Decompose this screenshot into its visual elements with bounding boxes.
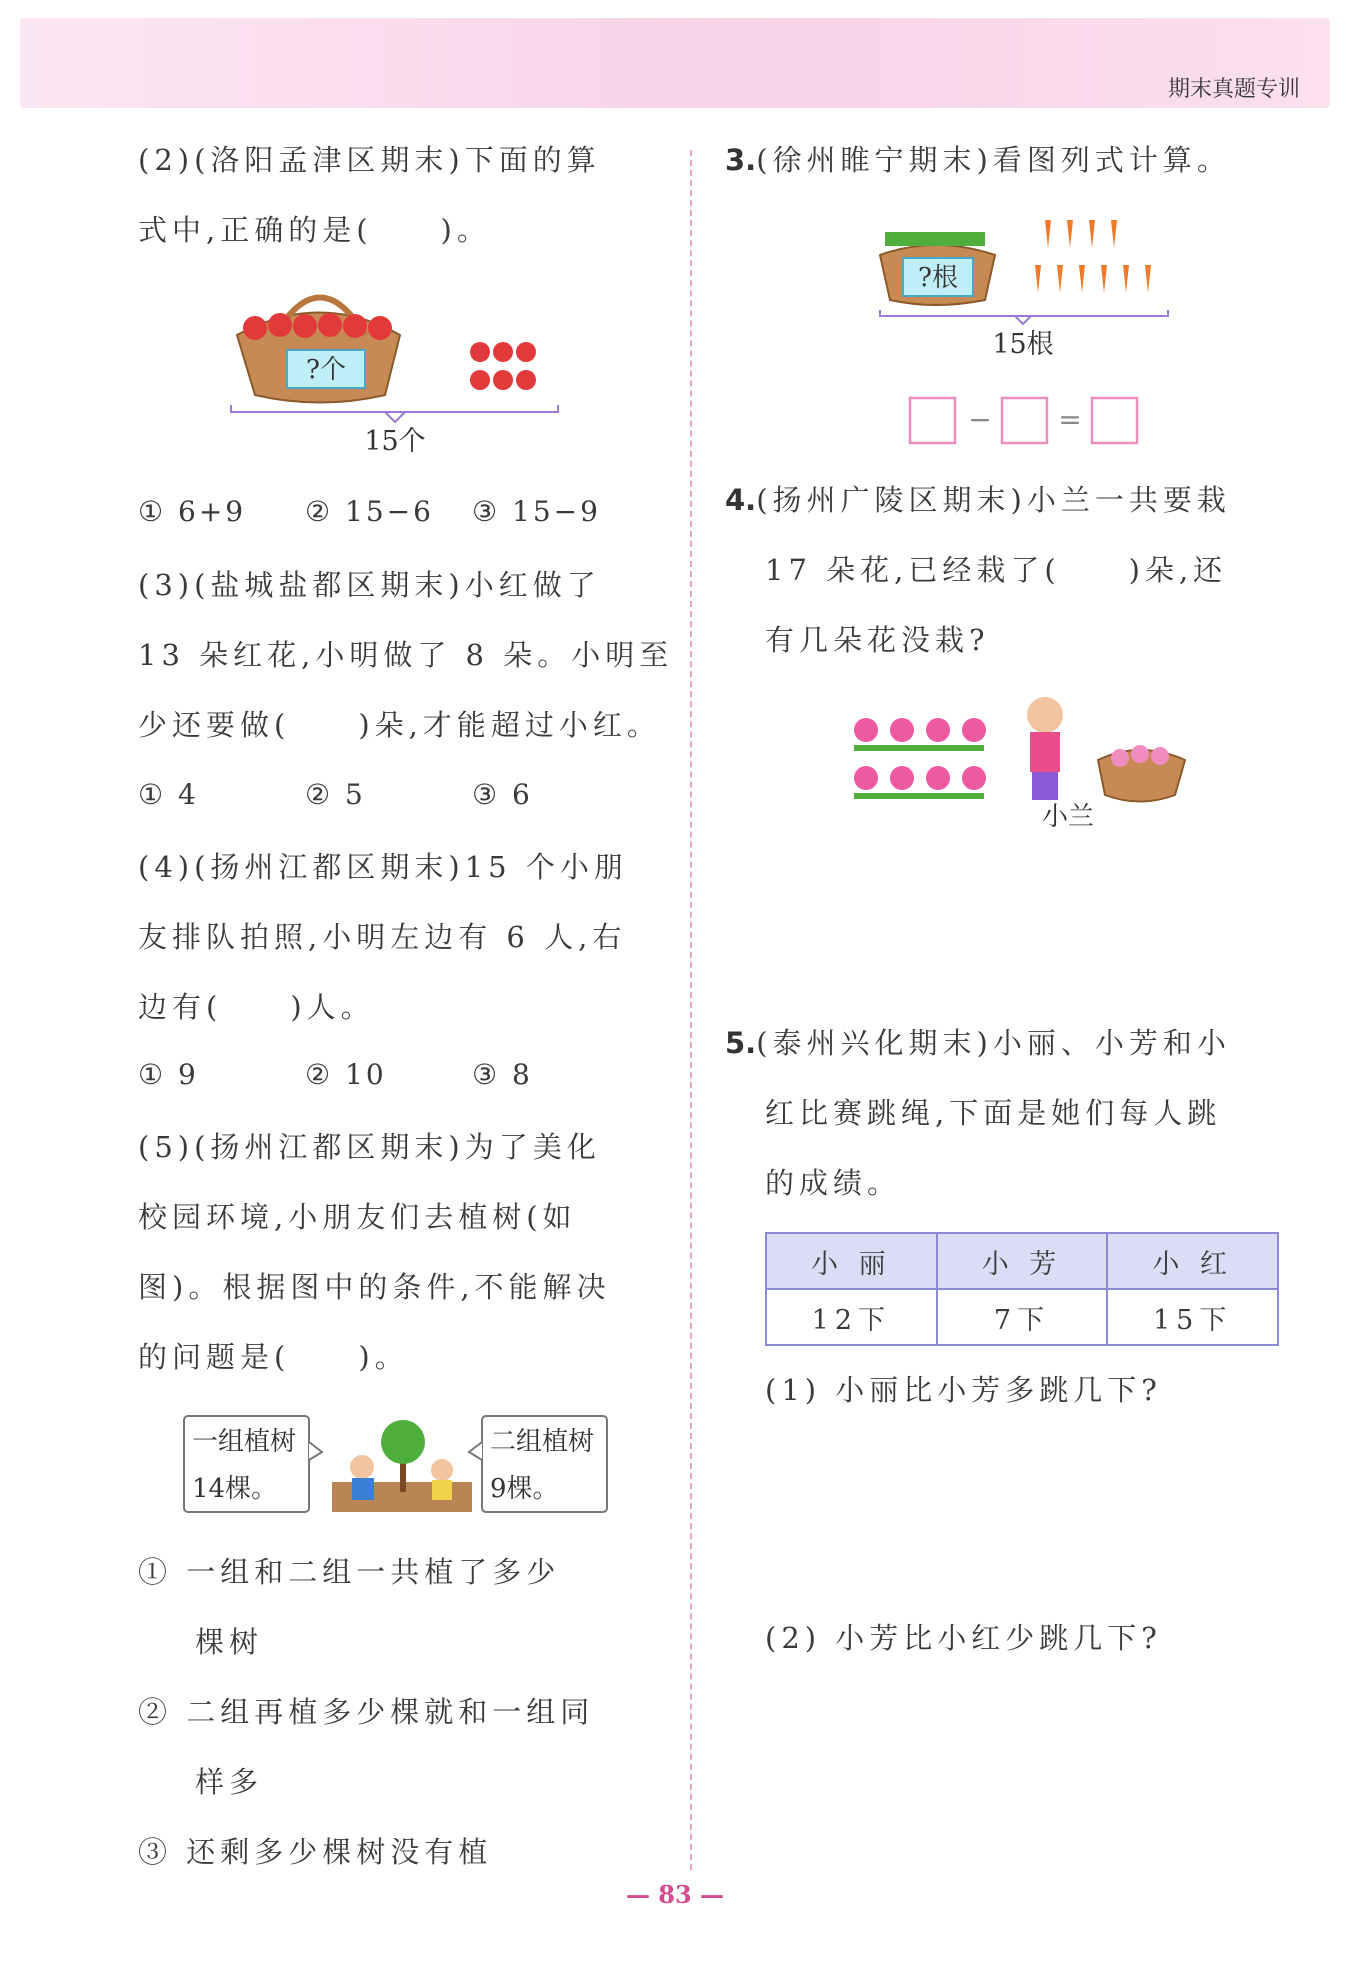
q5-option-3: ③ 还剩多少棵树没有植 [138,1835,493,1869]
header-band [20,18,1330,108]
rq3-number: 3. [725,143,757,177]
q5-option-1-line2: 棵树 [195,1625,264,1659]
tree-planting-illustration [182,1412,612,1517]
q3-option-1: ① 4 [138,778,199,811]
bubble2-title: 二组植树 [490,1427,595,1457]
rq4-text-1: (扬州广陵区期末)小兰一共要栽 [756,483,1231,517]
q4-line2: 友排队拍照,小明左边有 6 人,右 [138,920,627,954]
q5-line4: 的问题是( )。 [138,1340,409,1374]
q5-option-1-line1: ① 一组和二组一共植了多少 [138,1555,561,1589]
q5-option-2-line1: ② 二组再植多少棵就和一组同 [138,1695,595,1729]
strawberries-icon [470,342,536,390]
table-cell: 7下 [937,1289,1108,1345]
equals-sign: = [1058,403,1082,436]
flower-icons [854,718,986,790]
q4-line3: 边有( )人。 [138,990,375,1024]
rq3-line [725,125,1231,195]
bubble1-title: 一组植树 [192,1427,297,1457]
q2-line1: (2)(洛阳孟津区期末)下面的算 [138,143,601,177]
girl-label: 小兰 [1041,802,1095,832]
q3-line2: 13 朵红花,小明做了 8 朵。小明至 [138,638,674,672]
table-header-row [766,1233,1278,1289]
table-cell: 15下 [1107,1289,1278,1345]
flowers-girl-illustration [850,690,1200,840]
equation-boxes [905,393,1145,451]
q3-line1: (3)(盐城盐都区期末)小红做了 [138,568,601,602]
q4-option-3: ③ 8 [472,1058,533,1091]
total-label-right: 15根 [992,329,1054,360]
q3-line3: 少还要做( )朵,才能超过小红。 [138,708,661,742]
rq3-text: (徐州睢宁期末)看图列式计算。 [756,143,1231,177]
total-label-left: 15个 [364,426,426,457]
jump-rope-score-table [765,1232,1279,1346]
q3-option-2: ② 5 [305,778,366,811]
q3-option-3: ③ 6 [472,778,533,811]
rq5-number: 5. [725,1026,757,1060]
rq4-line1 [725,465,1231,535]
q4-option-2: ② 10 [305,1058,387,1091]
q5-line3: 图)。根据图中的条件,不能解决 [138,1270,611,1304]
page-number: — 83 — [625,1880,725,1909]
rq4-number: 4. [725,483,757,517]
table-row [766,1289,1278,1345]
q5-option-2-line2: 样多 [195,1765,264,1799]
rq4-line3: 有几朵花没栽? [765,623,990,657]
q4-option-1: ① 9 [138,1058,199,1091]
q2-line2: 式中,正确的是( )。 [138,213,491,247]
strawberry-basket-illustration [225,280,565,460]
rq5-line3: 的成绩。 [765,1166,902,1200]
q5-line1: (5)(扬州江都区期末)为了美化 [138,1130,601,1164]
rq5-line2: 红比赛跳绳,下面是她们每人跳 [765,1096,1222,1130]
rq5-text-1: (泰州兴化期末)小丽、小芳和小 [756,1026,1231,1060]
table-header-cell: 小 红 [1107,1233,1278,1289]
table-cell: 12下 [766,1289,937,1345]
rq5-line1 [725,1008,1231,1078]
column-divider [690,150,692,1870]
basket-label-right: ?根 [918,263,958,293]
carrots-icon [1035,220,1151,293]
minus-sign: − [968,403,992,436]
q2-option-2: ② 15−6 [305,495,434,528]
q5-line2: 校园环境,小朋友们去植树(如 [138,1200,577,1234]
rq4-line2: 17 朵花,已经栽了( )朵,还 [765,553,1228,587]
table-header-cell: 小 芳 [937,1233,1108,1289]
basket-label-left: ?个 [306,355,346,385]
carrot-basket-illustration [875,210,1175,365]
table-header-cell: 小 丽 [766,1233,937,1289]
header-title: 期末真题专训 [1167,77,1300,102]
rq5-sub2: (2) 小芳比小红少跳几下? [765,1621,1162,1655]
bubble2-value: 9棵。 [490,1474,559,1504]
rq5-sub1: (1) 小丽比小芳多跳几下? [765,1373,1162,1407]
bubble1-value: 14棵。 [192,1474,278,1504]
q4-line1: (4)(扬州江都区期末)15 个小朋 [138,850,628,884]
q2-option-1: ① 6+9 [138,495,247,528]
q2-option-3: ③ 15−9 [472,495,601,528]
